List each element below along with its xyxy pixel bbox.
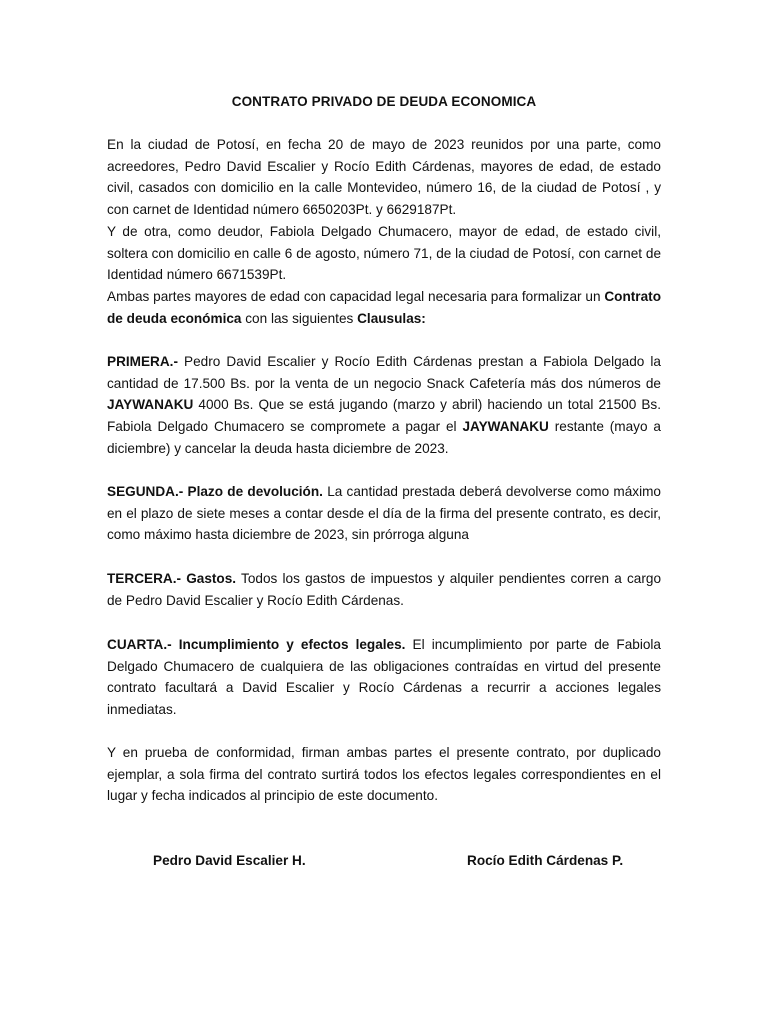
signature-creditor-rocio: Rocío Edith Cárdenas P. (467, 853, 624, 868)
clause-text: El incumplimiento por parte de Fabiola Delgado Chumacero de cualquiera de las obligaciones contraídas en virtud del presente contrato facultará a David Escalier y Rocío Cárdenas a recurrir a acciones legales inmediatas. (107, 637, 661, 718)
closing-text: Y en prueba de conformidad, firman ambas partes el presente contrato, por duplicado ejemplar, a sola firma del contrato surtirá todos los efectos legales correspondientes en el lugar y fecha indicados al principio de este documento. (107, 745, 661, 804)
clause-text: Todos los gastos de impuestos y alquiler pendientes corren a cargo de Pedro David Escalier y Rocío Edith Cárdenas. (107, 571, 662, 608)
intro-paragraph-creditors: En la ciudad de Potosí, en fecha 20 de mayo de 2023 reunidos por una parte, como acreedores, Pedro David Escalier y Rocío Edith Cárdenas, mayores de edad, de estado civil, casados con domicilio en la calle Montevideo, número 16, de la ciudad de Potosí , y con carnet de Identidad número 6650203Pt. y 6629187Pt. (107, 137, 661, 218)
clause-heading: TERCERA.- Gastos. (107, 571, 237, 586)
contract-type-label: Contrato de deuda económica (107, 288, 661, 326)
signature-creditor-pedro: Pedro David Escalier H. (153, 853, 306, 868)
clause-cuarta (107, 634, 661, 721)
clause-heading: PRIMERA.- (107, 354, 178, 369)
clause-text: 4000 Bs. Que se está jugando (marzo y abril) haciendo un total 21500 Bs. Fabiola Delgado Chumacero se compromete a pagar el (107, 397, 661, 435)
intro-text: con las siguientes (241, 310, 358, 326)
jaywanaku-label: JAYWANAKU (107, 397, 194, 413)
clause-heading: CUARTA.- Incumplimiento y efectos legales. (107, 637, 406, 652)
clauses-label: Clausulas: (357, 310, 426, 326)
intro-text: Ambas partes mayores de edad con capacidad legal necesaria para formalizar un (107, 288, 605, 304)
clause-text: Pedro David Escalier y Rocío Edith Cárdenas prestan a Fabiola Delgado la cantidad de 17.500 Bs. por la venta de un negocio Snack Cafetería más dos números de (107, 354, 661, 391)
clause-tercera (107, 568, 661, 611)
clause-text: restante (mayo a diciembre) y cancelar la deuda hasta diciembre de 2023. (107, 419, 661, 456)
intro-section (107, 134, 661, 329)
intro-paragraph-parties (107, 286, 661, 329)
clause-text: La cantidad prestada deberá devolverse como máximo en el plazo de siete meses a contar desde el día de la firma del presente contrato, es decir, como máximo hasta diciembre de 2023, sin prórroga alguna (107, 484, 661, 543)
document-title: CONTRATO PRIVADO DE DEUDA ECONOMICA (231, 94, 537, 109)
closing-paragraph (107, 742, 661, 807)
intro-paragraph-debtor: Y de otra, como deudor, Fabiola Delgado Chumacero, mayor de edad, de estado civil, soltera con domicilio en calle 6 de agosto, número 71, de la ciudad de Potosí, con carnet de Identidad número 6671539Pt. (107, 223, 661, 283)
jaywanaku-label: JAYWANAKU (462, 419, 549, 435)
clause-segunda (107, 481, 661, 546)
clause-primera (107, 351, 661, 460)
clause-heading: SEGUNDA.- Plazo de devolución. (107, 484, 323, 499)
